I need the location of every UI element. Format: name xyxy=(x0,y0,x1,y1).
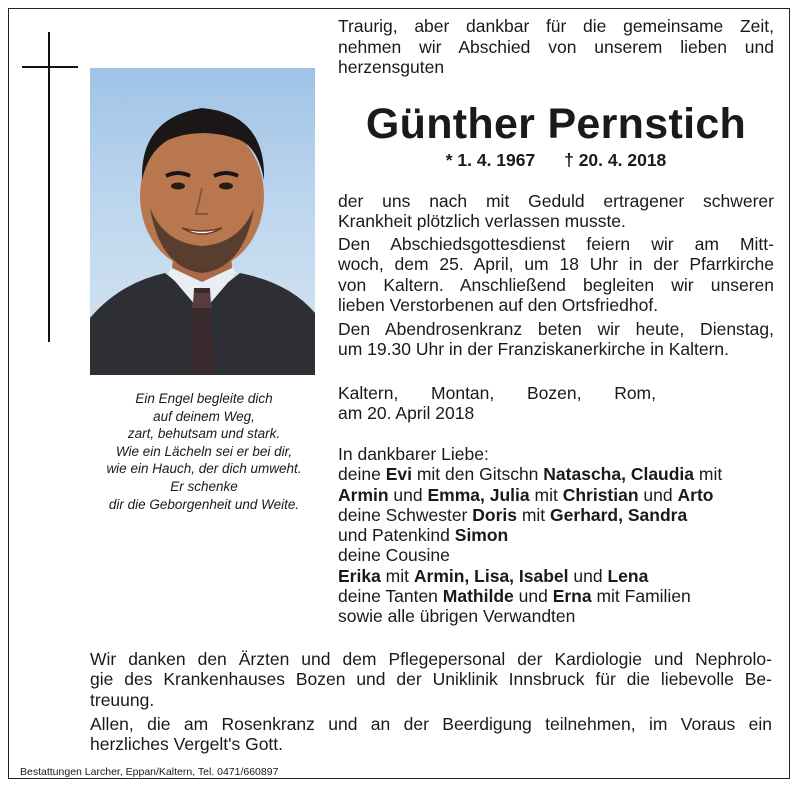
text-line: woch, dem 25. April, um 18 Uhr in der Pfarrkirche xyxy=(338,254,774,275)
intro-line: Traurig, aber dankbar für die gemeinsame Zeit, xyxy=(338,16,774,36)
poem-line: Ein Engel begleite dich xyxy=(135,391,273,406)
portrait-photo xyxy=(90,68,315,375)
mourner-line: Erika mit Armin, Lisa, Isabel und Lena xyxy=(338,565,649,586)
cross-icon-vertical xyxy=(48,32,50,342)
closing-text xyxy=(90,714,772,755)
thanks-text xyxy=(90,649,772,710)
life-dates xyxy=(338,150,774,171)
birth-date: * 1. 4. 1967 xyxy=(445,150,536,170)
illness-text xyxy=(338,191,774,232)
text-line: Krankheit plötzlich verlassen musste. xyxy=(338,211,626,232)
place-date xyxy=(338,383,774,424)
cross-icon-horizontal xyxy=(22,66,78,68)
intro-text xyxy=(338,16,774,78)
rosary-text xyxy=(338,319,774,360)
text-line: Wir danken den Ärzten und dem Pflegepersonal der Kardiologie und Nephrolo- xyxy=(90,649,772,669)
poem-line: dir die Geborgenheit und Weite. xyxy=(108,496,300,512)
mourners xyxy=(338,444,774,627)
text-line: gie des Krankenhauses Bozen und der Uniklinik Innsbruck für die liebevolle Be- xyxy=(90,669,772,690)
text-line: von Kaltern. Anschließend begleiten wir unseren xyxy=(338,274,774,295)
mourner-line: sowie alle übrigen Verwandten xyxy=(338,606,576,627)
poem-line: Er schenke xyxy=(170,478,238,494)
text-line: treuung. xyxy=(90,689,155,710)
poem xyxy=(88,390,320,513)
deceased-name: Günther Pernstich xyxy=(365,100,747,148)
poem-line: wie ein Hauch, der dich umweht. xyxy=(106,461,302,477)
mourner-line: deine Evi mit den Gitschn Natascha, Claudia mit xyxy=(338,464,723,485)
mourner-line: Armin und Emma, Julia mit Christian und Arto xyxy=(338,484,714,505)
text-line: herzliches Vergelt's Gott. xyxy=(90,734,284,755)
mourners-heading: In dankbarer Liebe: xyxy=(338,444,489,464)
notice-date: am 20. April 2018 xyxy=(338,403,475,424)
text-line: Den Abschiedsgottesdienst feiern wir am Mitt- xyxy=(338,234,774,254)
poem-line: Wie ein Lächeln sei er bei dir, xyxy=(115,443,293,459)
mourner-line: deine Schwester Doris mit Gerhard, Sandra xyxy=(338,504,688,525)
mourner-line: deine Tanten Mathilde und Erna mit Familien xyxy=(338,586,691,607)
poem-line: auf deinem Weg, xyxy=(153,408,255,424)
text-line: Den Abendrosenkranz beten wir heute, Dienstag, xyxy=(338,319,774,339)
service-text xyxy=(338,234,774,315)
text-line: der uns nach mit Geduld ertragener schwerer xyxy=(338,191,774,211)
text-line: lieben Verstorbenen auf den Ortsfriedhof. xyxy=(338,294,659,315)
intro-line: nehmen wir Abschied von unserem lieben und xyxy=(338,36,774,57)
locations: Kaltern, Montan, Bozen, Rom, xyxy=(338,383,656,403)
intro-line: herzensguten xyxy=(338,57,445,77)
portrait-illustration xyxy=(90,68,315,375)
death-date: † 20. 4. 2018 xyxy=(564,150,667,170)
poem-line: zart, behutsam und stark. xyxy=(127,426,281,442)
mourner-line: und Patenkind Simon xyxy=(338,525,509,546)
text-line: Allen, die am Rosenkranz und an der Beerdigung teilnehmen, im Voraus ein xyxy=(90,714,772,734)
mourner-line: deine Cousine xyxy=(338,545,450,566)
text-line: um 19.30 Uhr in der Franziskanerkirche in Kaltern. xyxy=(338,339,730,360)
funeral-home-footer: Bestattungen Larcher, Eppan/Kaltern, Tel. 0471/660897 xyxy=(20,766,279,778)
